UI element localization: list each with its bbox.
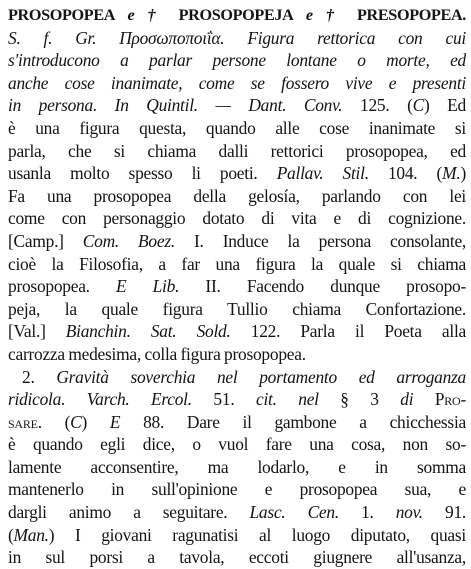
text-run: Man. bbox=[13, 524, 49, 545]
text-run: prosopopea. bbox=[8, 276, 117, 297]
text-run: Pro- bbox=[434, 389, 466, 410]
text-run: E bbox=[109, 411, 144, 432]
text-run: Gravità soverchia nel portamento ed arroganza bbox=[56, 366, 466, 387]
dictionary-entry-prosopopea bbox=[8, 4, 466, 569]
entry-text-line bbox=[8, 388, 466, 411]
entry-headword-line bbox=[8, 4, 466, 27]
text-run: cioè la Filosofia, a far una figura la quale si chiama bbox=[8, 253, 466, 274]
text-run: PROSOPOPEA bbox=[8, 6, 128, 24]
text-run: nov. bbox=[395, 502, 445, 523]
text-run: 51. bbox=[213, 389, 256, 410]
text-run: e † bbox=[305, 6, 357, 24]
text-run: mantenerlo in sull'opinione e prosopopea sua, e bbox=[8, 479, 466, 500]
text-run: usanla molto spesso li poeti. bbox=[8, 163, 277, 184]
entry-text-line bbox=[8, 185, 466, 208]
text-run: Pallav. Stil. bbox=[276, 163, 388, 184]
text-run: [Val.] bbox=[8, 321, 66, 342]
text-run: S. f. Gr. Προσωποποιΐα. Figura rettorica con cui bbox=[8, 27, 466, 48]
text-run: 104. ( bbox=[387, 163, 443, 184]
text-run: PRESOPOPEA. bbox=[356, 6, 466, 24]
entry-text-line bbox=[8, 456, 466, 479]
entry-text-line bbox=[8, 94, 466, 117]
text-run: § 3 bbox=[340, 389, 401, 410]
text-run: II. Facendo dunque prosopo- bbox=[205, 276, 466, 297]
text-run: ) Ed bbox=[424, 95, 466, 116]
text-run: ) bbox=[460, 163, 466, 184]
text-run: ) I giovani ragunatisi al luogo diputato, quasi bbox=[48, 524, 466, 545]
text-run: in sul porsi a tavola, eccoti giugnere all'usanza, bbox=[8, 547, 466, 568]
text-run: M. bbox=[442, 163, 461, 184]
entry-text-line bbox=[8, 411, 466, 434]
text-run: e † bbox=[127, 6, 179, 24]
text-run: I. Induce la persona consolante, bbox=[194, 230, 466, 251]
text-run: 125. ( bbox=[360, 95, 413, 116]
text-run: sare bbox=[8, 411, 38, 432]
text-run: Com. Boez. bbox=[82, 230, 194, 251]
text-run: Lasc. Cen. bbox=[249, 502, 362, 523]
text-run: 122. Parla il Poeta alla bbox=[250, 321, 466, 342]
text-run: parla, che si chiama dalli rettorici prosopopea, ed bbox=[8, 140, 466, 161]
text-run: s'introducono a parlar persone lontane o morte, ed bbox=[8, 50, 466, 71]
entry-text-line bbox=[8, 546, 466, 569]
entry-text-line bbox=[8, 433, 466, 456]
text-run: cit. nel bbox=[255, 389, 341, 410]
text-run: 91. bbox=[445, 502, 466, 523]
text-run: in persona. In Quintil. — Dant. Conv. bbox=[8, 95, 361, 116]
text-run: anche cose inanimate, come se fossero vive e presenti bbox=[8, 72, 466, 93]
text-run: peja, la quale figura Tullio chiama Confortazione. bbox=[8, 298, 466, 319]
entry-text-line bbox=[8, 162, 466, 185]
entry-text-line bbox=[8, 72, 466, 95]
text-run: E Lib. bbox=[116, 276, 206, 297]
entry-text-line bbox=[8, 298, 466, 321]
text-run: dargli animo a seguitare. bbox=[8, 502, 250, 523]
text-run: C bbox=[70, 411, 82, 432]
text-run: PROSOPOPEJA bbox=[178, 6, 306, 24]
text-run: ridicola. Varch. Ercol. bbox=[8, 389, 214, 410]
entry-text-line bbox=[8, 253, 466, 276]
text-run: lamente acconsentire, ma lodarlo, e in somma bbox=[8, 456, 466, 477]
entry-text-line bbox=[8, 230, 466, 253]
text-run: . ( bbox=[37, 411, 71, 432]
text-run: 88. Dare il gambone a chicchessia bbox=[143, 411, 466, 432]
entry-text-line bbox=[8, 366, 466, 389]
text-run: C bbox=[412, 95, 424, 116]
entry-text-line bbox=[8, 140, 466, 163]
text-run: Bianchin. Sat. Sold. bbox=[65, 321, 251, 342]
entry-text-line bbox=[8, 501, 466, 524]
text-run: come con personaggio dotato di vita e di cognizione. bbox=[8, 208, 466, 229]
text-run: carrozza medesima, colla figura prosopopea. bbox=[8, 343, 306, 364]
entry-text-line bbox=[8, 27, 466, 50]
entry-text-line bbox=[8, 343, 466, 366]
text-run: [Camp.] bbox=[8, 230, 83, 251]
text-run: è quando egli dice, o vuol fare una cosa, non so- bbox=[8, 434, 466, 455]
entry-text-line bbox=[8, 320, 466, 343]
text-run: di bbox=[400, 389, 435, 410]
entry-text-line bbox=[8, 524, 466, 547]
text-run: ( bbox=[8, 524, 14, 545]
entry-text-line bbox=[8, 49, 466, 72]
text-run: 2. bbox=[22, 366, 57, 387]
text-run: Fa una prosopopea della gelosía, parlando con lei bbox=[8, 185, 466, 206]
entry-text-line bbox=[8, 207, 466, 230]
entry-text-line bbox=[8, 275, 466, 298]
text-run: 1. bbox=[361, 502, 396, 523]
text-run: ) bbox=[81, 411, 110, 432]
text-run: è una figura questa, quando alle cose inanimate si bbox=[8, 117, 466, 138]
entry-text-line bbox=[8, 117, 466, 140]
entry-text-line bbox=[8, 478, 466, 501]
